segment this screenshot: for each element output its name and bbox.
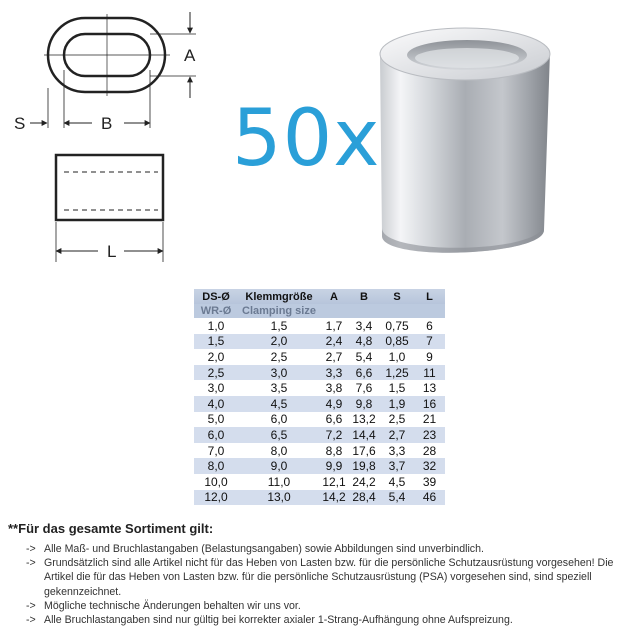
subheader-clamping-size: Clamping size xyxy=(238,304,320,318)
table-row xyxy=(194,365,445,381)
table-cell: 13 xyxy=(414,380,445,396)
table-cell: 3,8 xyxy=(320,380,348,396)
table-cell: 5,4 xyxy=(348,349,380,365)
table-cell: 3,0 xyxy=(238,365,320,381)
header-ds: DS-Ø xyxy=(194,289,238,304)
notes-item xyxy=(8,613,638,627)
notes-item-text: Mögliche technische Änderungen behalten wir uns vor. xyxy=(44,599,301,612)
table-cell: 2,0 xyxy=(194,349,238,365)
table-row xyxy=(194,412,445,428)
table-cell: 1,7 xyxy=(320,318,348,334)
aluminium-ferrule-icon xyxy=(372,18,558,263)
table-cell: 39 xyxy=(414,474,445,490)
notes-section xyxy=(8,521,638,627)
table-cell: 13,2 xyxy=(348,412,380,428)
table-row xyxy=(194,396,445,412)
spec-table xyxy=(194,289,445,505)
table-row xyxy=(194,443,445,459)
table-subheader-row xyxy=(194,304,445,318)
table-cell: 1,0 xyxy=(380,349,414,365)
table-cell: 5,4 xyxy=(380,490,414,506)
table-cell: 0,85 xyxy=(380,334,414,350)
table-cell: 7,6 xyxy=(348,380,380,396)
header-s: S xyxy=(380,289,414,304)
notes-item xyxy=(8,542,638,556)
table-cell: 6,6 xyxy=(348,365,380,381)
arrow-icon: -> xyxy=(26,614,36,627)
header-b: B xyxy=(348,289,380,304)
table-row xyxy=(194,334,445,350)
dimension-l xyxy=(56,222,163,262)
table-cell: 46 xyxy=(414,490,445,506)
notes-item-text: Grundsätzlich sind alle Artikel nicht für das Heben von Lasten bzw. für die persönliche Schutzausrüstung vorgesehen! Die Artikel die für das Heben von Lasten bzw. für die persönliche Schutzausrüstung (PSA) vorgesehen sind, sind speziell gekennzeichnet. xyxy=(44,557,614,598)
table-cell: 2,7 xyxy=(320,349,348,365)
table-cell: 1,5 xyxy=(194,334,238,350)
notes-title xyxy=(8,521,638,536)
table-cell: 7,0 xyxy=(194,443,238,459)
table-cell: 6,5 xyxy=(238,427,320,443)
table-cell: 3,5 xyxy=(238,380,320,396)
table-cell: 11,0 xyxy=(238,474,320,490)
table-cell: 4,0 xyxy=(194,396,238,412)
table-cell: 12,1 xyxy=(320,474,348,490)
table-cell: 9 xyxy=(414,349,445,365)
table-cell: 3,4 xyxy=(348,318,380,334)
subheader-l xyxy=(414,304,445,318)
table-cell: 8,0 xyxy=(238,443,320,459)
quantity-label: 50x xyxy=(232,94,381,184)
notes-list xyxy=(8,542,638,627)
table-cell: 5,0 xyxy=(194,412,238,428)
notes-title-text: Für das gesamte Sortiment gilt: xyxy=(18,521,214,536)
table-cell: 6,6 xyxy=(320,412,348,428)
table-cell: 9,0 xyxy=(238,458,320,474)
table-cell: 16 xyxy=(414,396,445,412)
table-cell: 2,5 xyxy=(380,412,414,428)
table-cell: 24,2 xyxy=(348,474,380,490)
dimension-s xyxy=(14,114,65,133)
table-cell: 4,5 xyxy=(380,474,414,490)
table-cell: 4,5 xyxy=(238,396,320,412)
table-row xyxy=(194,349,445,365)
table-cell: 4,9 xyxy=(320,396,348,412)
header-a: A xyxy=(320,289,348,304)
table-cell: 2,0 xyxy=(238,334,320,350)
table-cell: 3,3 xyxy=(320,365,348,381)
subheader-b xyxy=(348,304,380,318)
table-cell: 28,4 xyxy=(348,490,380,506)
table-cell: 6,0 xyxy=(238,412,320,428)
subheader-a xyxy=(320,304,348,318)
table-cell: 2,5 xyxy=(238,349,320,365)
table-cell: 12,0 xyxy=(194,490,238,506)
table-cell: 8,0 xyxy=(194,458,238,474)
table-row xyxy=(194,458,445,474)
table-cell: 17,6 xyxy=(348,443,380,459)
table-row xyxy=(194,380,445,396)
dimension-b-label: B xyxy=(101,114,113,133)
ferrule-top-view xyxy=(44,14,170,96)
table-row xyxy=(194,474,445,490)
table-cell: 1,0 xyxy=(194,318,238,334)
table-row xyxy=(194,318,445,334)
subheader-s xyxy=(380,304,414,318)
table-cell: 9,8 xyxy=(348,396,380,412)
table-cell: 19,8 xyxy=(348,458,380,474)
table-cell: 0,75 xyxy=(380,318,414,334)
table-cell: 9,9 xyxy=(320,458,348,474)
notes-item-text: Alle Maß- und Bruchlastangaben (Belastungsangaben) sowie Abbildungen sind unverbindlich. xyxy=(44,543,484,555)
table-cell: 7 xyxy=(414,334,445,350)
table-cell: 10,0 xyxy=(194,474,238,490)
notes-item xyxy=(8,599,638,613)
table-cell: 21 xyxy=(414,412,445,428)
dimension-s-label: S xyxy=(14,114,26,133)
dimension-l-label: L xyxy=(107,242,117,261)
header-klemmgroesse: Klemmgröße xyxy=(238,289,320,304)
header-l: L xyxy=(414,289,445,304)
table-cell: 1,5 xyxy=(238,318,320,334)
table-row xyxy=(194,490,445,506)
table-cell: 3,3 xyxy=(380,443,414,459)
table-cell: 4,8 xyxy=(348,334,380,350)
table-cell: 14,4 xyxy=(348,427,380,443)
table-cell: 28 xyxy=(414,443,445,459)
table-cell: 2,4 xyxy=(320,334,348,350)
table-cell: 3,7 xyxy=(380,458,414,474)
table-cell: 1,9 xyxy=(380,396,414,412)
table-cell: 6 xyxy=(414,318,445,334)
arrow-icon: -> xyxy=(26,599,36,612)
arrow-icon: -> xyxy=(26,543,36,555)
table-cell: 3,0 xyxy=(194,380,238,396)
table-cell: 6,0 xyxy=(194,427,238,443)
table-cell: 32 xyxy=(414,458,445,474)
table-cell: 7,2 xyxy=(320,427,348,443)
table-cell: 1,25 xyxy=(380,365,414,381)
table-cell: 23 xyxy=(414,427,445,443)
table-row xyxy=(194,427,445,443)
table-cell: 14,2 xyxy=(320,490,348,506)
table-cell: 8,8 xyxy=(320,443,348,459)
ferrule-side-view xyxy=(56,155,163,220)
table-cell: 1,5 xyxy=(380,380,414,396)
subheader-wr: WR-Ø xyxy=(194,304,238,318)
dimension-a-label: A xyxy=(184,46,196,65)
notes-item-text: Alle Bruchlastangaben sind nur gültig bei korrekter axialer 1-Strang-Aufhängung ohne Aufspreizung. xyxy=(44,614,513,627)
table-cell: 2,7 xyxy=(380,427,414,443)
notes-item xyxy=(8,556,638,599)
table-cell: 2,5 xyxy=(194,365,238,381)
table-header-row xyxy=(194,289,445,304)
notes-stars: ** xyxy=(8,521,19,536)
table-cell: 11 xyxy=(414,365,445,381)
table-cell: 13,0 xyxy=(238,490,320,506)
arrow-icon: -> xyxy=(26,557,36,570)
